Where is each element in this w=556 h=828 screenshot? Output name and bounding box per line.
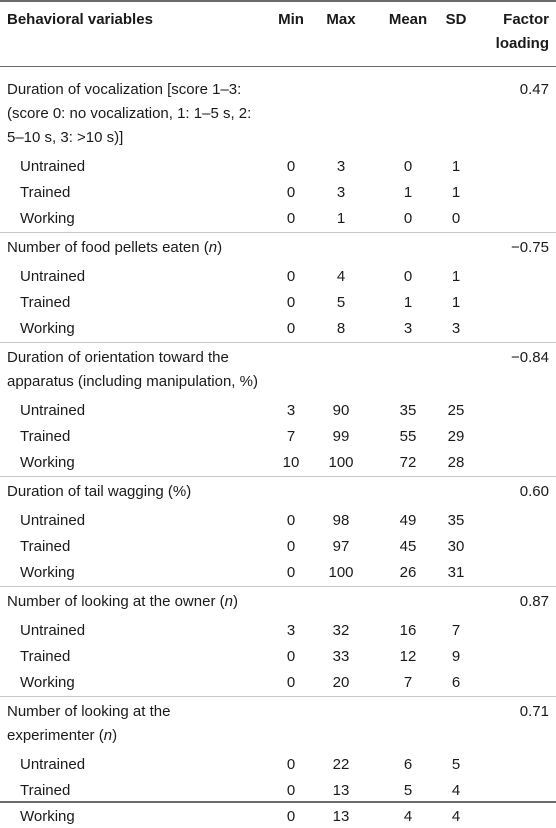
cell-min: 3 [286,622,296,639]
cell-max: 20 [332,674,350,691]
cell-mean: 1 [403,184,413,201]
factor-loading: −0.75 [511,239,549,256]
cell-mean: 5 [403,782,413,799]
cell-mean: 16 [399,622,417,639]
cell-mean: 26 [399,564,417,581]
cell-mean: 0 [403,268,413,285]
group-label: Untrained [20,622,86,639]
variable-label: Duration of vocalization [score 1–3: [7,81,242,98]
cell-mean: 3 [403,320,413,337]
cell-min: 0 [286,782,296,799]
cell-sd: 3 [451,320,461,337]
cell-max: 32 [332,622,350,639]
cell-max: 1 [336,210,346,227]
cell-sd: 0 [451,210,461,227]
cell-sd: 4 [451,782,461,799]
cell-sd: 1 [451,184,461,201]
cell-sd: 7 [451,622,461,639]
bottom-rule [0,801,556,803]
cell-min: 0 [286,320,296,337]
cell-max: 90 [332,402,350,419]
row-separator [0,232,556,233]
cell-max: 13 [332,808,350,825]
variable-label: experimenter (n) [7,727,118,744]
cell-min: 0 [286,268,296,285]
cell-mean: 0 [403,210,413,227]
cell-sd: 1 [451,158,461,175]
cell-mean: 72 [399,454,417,471]
header-min: Min [278,11,304,28]
cell-sd: 1 [451,294,461,311]
group-label: Working [20,808,75,825]
factor-loading: 0.71 [519,703,549,720]
cell-max: 22 [332,756,350,773]
header-mean: Mean [388,11,428,28]
cell-max: 5 [336,294,346,311]
factor-loading: 0.60 [519,483,549,500]
cell-mean: 4 [403,808,413,825]
cell-min: 0 [286,648,296,665]
row-separator [0,696,556,697]
factor-loading: 0.47 [519,81,549,98]
variable-label: Number of looking at the owner (n) [7,593,238,610]
cell-mean: 49 [399,512,417,529]
group-label: Untrained [20,158,86,175]
cell-min: 0 [286,564,296,581]
group-label: Working [20,564,75,581]
cell-sd: 31 [447,564,465,581]
group-label: Untrained [20,756,86,773]
group-label: Working [20,674,75,691]
cell-max: 13 [332,782,350,799]
cell-mean: 45 [399,538,417,555]
group-label: Working [20,454,75,471]
cell-sd: 29 [447,428,465,445]
cell-min: 0 [286,756,296,773]
cell-mean: 6 [403,756,413,773]
cell-min: 7 [286,428,296,445]
row-separator [0,342,556,343]
cell-mean: 12 [399,648,417,665]
group-label: Trained [20,428,71,445]
cell-sd: 25 [447,402,465,419]
variable-label: (score 0: no vocalization, 1: 1–5 s, 2: [7,105,252,122]
cell-sd: 6 [451,674,461,691]
cell-max: 33 [332,648,350,665]
cell-max: 3 [336,158,346,175]
group-label: Trained [20,648,71,665]
cell-mean: 0 [403,158,413,175]
group-label: Trained [20,782,71,799]
cell-min: 0 [286,674,296,691]
cell-sd: 5 [451,756,461,773]
header-max: Max [326,11,356,28]
cell-max: 4 [336,268,346,285]
variable-label: Duration of tail wagging (%) [7,483,192,500]
header-rule [0,66,556,67]
cell-min: 0 [286,210,296,227]
cell-max: 99 [332,428,350,445]
cell-mean: 55 [399,428,417,445]
header-factor-line1: Factor [503,11,549,28]
cell-max: 98 [332,512,350,529]
variable-label: Duration of orientation toward the [7,349,229,366]
cell-sd: 4 [451,808,461,825]
cell-mean: 1 [403,294,413,311]
cell-sd: 30 [447,538,465,555]
cell-min: 0 [286,808,296,825]
cell-sd: 35 [447,512,465,529]
cell-min: 0 [286,512,296,529]
row-separator [0,476,556,477]
cell-mean: 35 [399,402,417,419]
row-separator [0,586,556,587]
header-sd: SD [445,11,467,28]
cell-mean: 7 [403,674,413,691]
header-variable: Behavioral variables [7,11,153,28]
group-label: Trained [20,294,71,311]
cell-max: 8 [336,320,346,337]
group-label: Untrained [20,512,86,529]
top-rule [0,0,556,2]
group-label: Untrained [20,402,86,419]
cell-min: 10 [282,454,300,471]
cell-max: 3 [336,184,346,201]
cell-max: 97 [332,538,350,555]
cell-max: 100 [328,564,354,581]
group-label: Working [20,320,75,337]
cell-max: 100 [328,454,354,471]
cell-sd: 1 [451,268,461,285]
header-factor-line2: loading [495,35,549,52]
variable-label: Number of food pellets eaten (n) [7,239,223,256]
variable-label: apparatus (including manipulation, %) [7,373,258,390]
cell-min: 3 [286,402,296,419]
cell-min: 0 [286,538,296,555]
factor-loading: −0.84 [511,349,549,366]
cell-min: 0 [286,158,296,175]
variable-label: Number of looking at the [7,703,171,720]
cell-min: 0 [286,294,296,311]
cell-sd: 9 [451,648,461,665]
variable-label: 5–10 s, 3: >10 s)] [7,129,124,146]
group-label: Trained [20,184,71,201]
factor-loading: 0.87 [519,593,549,610]
group-label: Untrained [20,268,86,285]
cell-sd: 28 [447,454,465,471]
cell-min: 0 [286,184,296,201]
group-label: Trained [20,538,71,555]
group-label: Working [20,210,75,227]
